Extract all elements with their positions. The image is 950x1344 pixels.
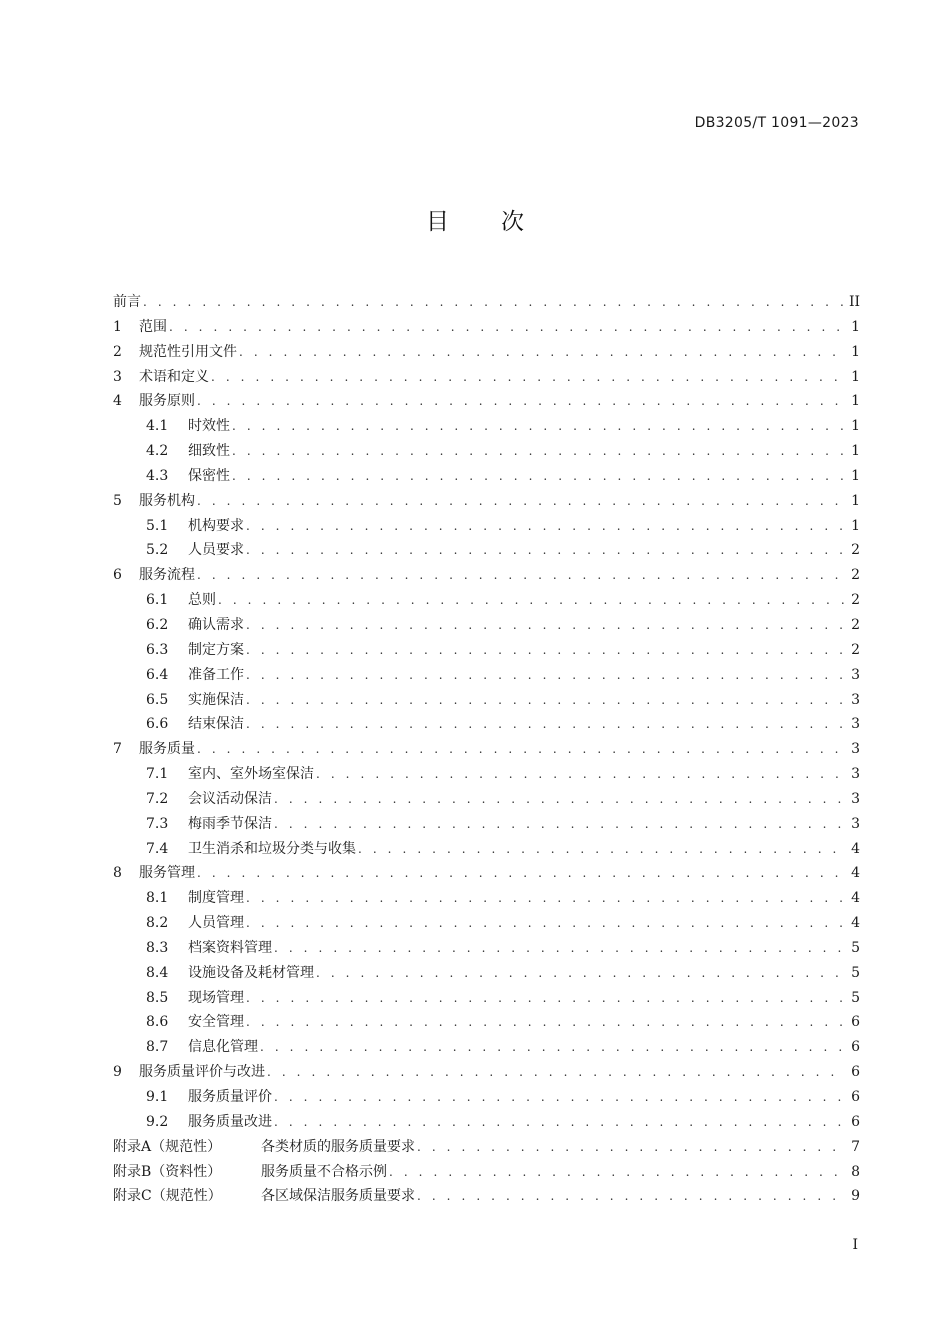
toc-entry-label: 保密性 [188, 467, 230, 484]
toc-entry-label: 前言 [113, 294, 141, 310]
toc-dot-leader [197, 389, 845, 414]
toc-entry-label: 准备工作 [188, 666, 244, 683]
toc-entry-number: 8.2 [146, 915, 169, 932]
toc-entry-label: 各区域保洁服务质量要求 [261, 1188, 415, 1205]
toc-dot-leader [232, 414, 845, 439]
toc-entry[interactable] [113, 886, 860, 911]
toc-appendix-prefix: 附录B（资料性） [113, 1163, 222, 1180]
toc-entry[interactable] [113, 638, 860, 663]
toc-entry-page: 4 [851, 915, 860, 932]
toc-dot-leader [232, 464, 845, 489]
toc-entry[interactable] [113, 688, 860, 713]
toc-entry-label: 安全管理 [188, 1014, 244, 1031]
toc-entry[interactable] [113, 812, 860, 837]
toc-entry[interactable] [113, 1135, 860, 1160]
toc-dot-leader [417, 1135, 845, 1160]
toc-dot-leader [274, 812, 845, 837]
toc-entry-label: 卫生消杀和垃圾分类与收集 [188, 840, 356, 857]
toc-entry-number: 1 [113, 318, 122, 335]
toc-entry-page: 2 [851, 567, 860, 584]
toc-entry-label: 制定方案 [188, 641, 244, 658]
toc-dot-leader [239, 340, 845, 365]
toc-entry-page: 3 [851, 691, 860, 708]
toc-entry-page: 6 [851, 1014, 860, 1031]
toc-entry-page: 8 [851, 1163, 860, 1180]
toc-entry-number: 5.2 [146, 542, 169, 559]
toc-entry-page: 5 [851, 964, 860, 981]
toc-entry[interactable] [113, 911, 860, 936]
toc-entry-label: 人员管理 [188, 915, 244, 932]
toc-entry-label: 机构要求 [188, 517, 244, 534]
toc-entry[interactable] [113, 588, 860, 613]
toc-entry-number: 4.1 [146, 418, 169, 435]
toc-entry-page: 2 [851, 542, 860, 559]
toc-entry-number: 8.5 [146, 989, 169, 1006]
toc-entry[interactable] [113, 389, 860, 414]
toc-entry-page: 4 [851, 890, 860, 907]
toc-entry-page: 4 [851, 865, 860, 882]
toc-entry-page: 3 [851, 741, 860, 758]
page-number: I [852, 1237, 858, 1253]
toc-entry-number: 8.7 [146, 1039, 169, 1056]
toc-entry[interactable] [113, 663, 860, 688]
toc-entry[interactable] [113, 315, 860, 340]
toc-entry-number: 9.1 [146, 1089, 169, 1105]
toc-dot-leader [358, 837, 845, 862]
toc-entry-page: 2 [851, 592, 860, 609]
toc-dot-leader [197, 737, 845, 762]
toc-entry[interactable] [113, 538, 860, 563]
toc-entry-label: 服务管理 [139, 865, 195, 882]
toc-entry[interactable] [113, 861, 860, 886]
toc-entry-page: 9 [851, 1188, 860, 1205]
toc-entry-label: 信息化管理 [188, 1039, 258, 1056]
toc-entry-label: 术语和定义 [139, 368, 209, 385]
toc-dot-leader [143, 290, 845, 315]
toc-entry-number: 8 [113, 865, 122, 882]
toc-entry[interactable] [113, 712, 860, 737]
toc-entry-number: 7 [113, 741, 122, 758]
toc-dot-leader [417, 1184, 845, 1209]
toc-entry-page: 1 [851, 343, 860, 360]
toc-entry-page: 1 [851, 517, 860, 534]
toc-entry-label: 细致性 [188, 443, 230, 460]
toc-entry-number: 3 [113, 368, 122, 385]
toc-entry-label: 梅雨季节保洁 [188, 815, 272, 832]
toc-entry-page: 1 [851, 443, 860, 460]
toc-dot-leader [246, 886, 845, 911]
toc-entry-page: 3 [851, 815, 860, 832]
toc-entry-page: 1 [851, 467, 860, 484]
toc-entry-label: 实施保洁 [188, 691, 244, 708]
toc-entry[interactable] [113, 961, 860, 986]
toc-entry-number: 2 [113, 343, 122, 360]
toc-dot-leader [246, 911, 845, 936]
toc-entry-number: 7.2 [146, 790, 169, 807]
toc-entry-number: 9 [113, 1064, 122, 1081]
toc-entry-page: 6 [851, 1113, 860, 1130]
toc-dot-leader [232, 439, 845, 464]
toc-entry-label: 现场管理 [188, 989, 244, 1006]
toc-dot-leader [197, 563, 845, 588]
toc-dot-leader [274, 1110, 845, 1135]
toc-entry[interactable] [113, 1110, 860, 1135]
toc-entry[interactable] [113, 464, 860, 489]
toc-entry-number: 7.3 [146, 815, 169, 832]
toc-dot-leader [260, 1035, 845, 1060]
toc-entry-number: 4 [113, 393, 122, 410]
toc-title: 目次 [426, 209, 576, 235]
toc-dot-leader [389, 1160, 845, 1185]
toc-entry-number: 8.4 [146, 964, 169, 981]
toc-entry-number: 6.5 [146, 691, 169, 708]
toc-dot-leader [246, 638, 845, 663]
toc-dot-leader [246, 613, 845, 638]
toc-entry[interactable] [113, 514, 860, 539]
toc-entry-label: 服务质量不合格示例 [261, 1163, 387, 1180]
toc-dot-leader [246, 712, 845, 737]
toc-entry-label: 时效性 [188, 418, 230, 435]
toc-dot-leader [246, 663, 845, 688]
toc-entry[interactable] [113, 290, 860, 315]
toc-entry[interactable] [113, 489, 860, 514]
toc-entry[interactable] [113, 1010, 860, 1035]
toc-entry[interactable] [113, 1184, 860, 1209]
toc-entry-page: 3 [851, 716, 860, 733]
toc-entry[interactable] [113, 1085, 860, 1110]
toc-entry-label: 服务流程 [139, 567, 195, 584]
toc-entry-page: 5 [851, 939, 860, 956]
toc-appendix-prefix: 附录A（规范性） [113, 1138, 222, 1155]
toc-entry-label: 确认需求 [188, 616, 244, 633]
toc-entry-number: 6 [113, 567, 122, 584]
toc-entry[interactable] [113, 936, 860, 961]
toc-entry-page: 5 [851, 989, 860, 1006]
toc-entry-page: 6 [851, 1089, 860, 1105]
toc-dot-leader [246, 514, 845, 539]
toc-entry-label: 总则 [188, 592, 216, 609]
toc-dot-leader [316, 961, 845, 986]
toc-dot-leader [274, 1085, 845, 1110]
toc-entry-label: 结束保洁 [188, 716, 244, 733]
toc-dot-leader [211, 365, 845, 390]
toc-entry-page: 1 [851, 318, 860, 335]
toc-dot-leader [218, 588, 845, 613]
document-code: DB3205/T 1091—2023 [694, 115, 859, 131]
toc-entry-number: 7.4 [146, 840, 169, 857]
toc-entry-label: 范围 [139, 318, 167, 335]
toc-entry-page: 6 [851, 1064, 860, 1081]
toc-entry-label: 服务质量评价与改进 [139, 1064, 265, 1081]
toc-entry[interactable] [113, 837, 860, 862]
toc-entry-label: 人员要求 [188, 542, 244, 559]
toc-entry[interactable] [113, 762, 860, 787]
toc-entry-number: 6.2 [146, 616, 169, 633]
toc-entry-page: 3 [851, 790, 860, 807]
toc-entry[interactable] [113, 340, 860, 365]
toc-entry-page: 1 [851, 418, 860, 435]
toc-dot-leader [197, 489, 845, 514]
toc-entry[interactable] [113, 414, 860, 439]
toc-entry-label: 服务质量改进 [188, 1113, 272, 1130]
toc-entry[interactable] [113, 563, 860, 588]
toc-entry[interactable] [113, 737, 860, 762]
toc-entry[interactable] [113, 787, 860, 812]
toc-entry-label: 会议活动保洁 [188, 790, 272, 807]
toc-entry-page: 1 [851, 368, 860, 385]
toc-dot-leader [274, 936, 845, 961]
toc-entry-page: 1 [851, 393, 860, 410]
toc-entry-page: 3 [851, 666, 860, 683]
toc-entry[interactable] [113, 986, 860, 1011]
toc-entry-page: 7 [851, 1138, 860, 1155]
toc-entry[interactable] [113, 613, 860, 638]
toc-entry-page: 6 [851, 1039, 860, 1056]
toc-entry[interactable] [113, 1060, 860, 1085]
toc-dot-leader [169, 315, 845, 340]
toc-entry-label: 设施设备及耗材管理 [188, 964, 314, 981]
toc-entry-number: 5.1 [146, 517, 169, 534]
toc-dot-leader [197, 861, 845, 886]
toc-dot-leader [274, 787, 845, 812]
toc-dot-leader [246, 986, 845, 1011]
toc-entry-number: 8.6 [146, 1014, 169, 1031]
table-of-contents [113, 290, 860, 1209]
toc-entry-number: 6.1 [146, 592, 169, 609]
toc-dot-leader [246, 538, 845, 563]
toc-entry-page: 1 [851, 492, 860, 509]
toc-entry-number: 6.4 [146, 666, 169, 683]
toc-entry-label: 室内、室外场室保洁 [188, 766, 314, 783]
toc-entry-number: 4.2 [146, 443, 169, 460]
toc-entry-label: 服务原则 [139, 393, 195, 410]
toc-entry-label: 制度管理 [188, 890, 244, 907]
toc-entry[interactable] [113, 365, 860, 390]
toc-entry-page: 4 [851, 840, 860, 857]
toc-dot-leader [246, 1010, 845, 1035]
toc-entry[interactable] [113, 1035, 860, 1060]
toc-dot-leader [316, 762, 845, 787]
toc-entry-label: 服务质量 [139, 741, 195, 758]
toc-entry-page: 2 [851, 616, 860, 633]
toc-entry-page: II [848, 294, 860, 310]
toc-entry-number: 6.3 [146, 641, 169, 658]
toc-entry-label: 服务机构 [139, 492, 195, 509]
toc-entry[interactable] [113, 439, 860, 464]
toc-entry-number: 6.6 [146, 716, 169, 733]
toc-entry-number: 5 [113, 492, 122, 509]
toc-entry-page: 2 [851, 641, 860, 658]
toc-entry-label: 各类材质的服务质量要求 [261, 1138, 415, 1155]
toc-entry[interactable] [113, 1160, 860, 1185]
toc-dot-leader [267, 1060, 845, 1085]
toc-entry-label: 服务质量评价 [188, 1089, 272, 1105]
toc-entry-number: 4.3 [146, 467, 169, 484]
toc-appendix-prefix: 附录C（规范性） [113, 1188, 222, 1205]
toc-entry-label: 档案资料管理 [188, 939, 272, 956]
toc-entry-number: 7.1 [146, 766, 169, 783]
toc-entry-page: 3 [851, 766, 860, 783]
toc-entry-label: 规范性引用文件 [139, 343, 237, 360]
toc-entry-number: 9.2 [146, 1113, 169, 1130]
toc-entry-number: 8.3 [146, 939, 169, 956]
toc-entry-number: 8.1 [146, 890, 169, 907]
toc-dot-leader [246, 688, 845, 713]
